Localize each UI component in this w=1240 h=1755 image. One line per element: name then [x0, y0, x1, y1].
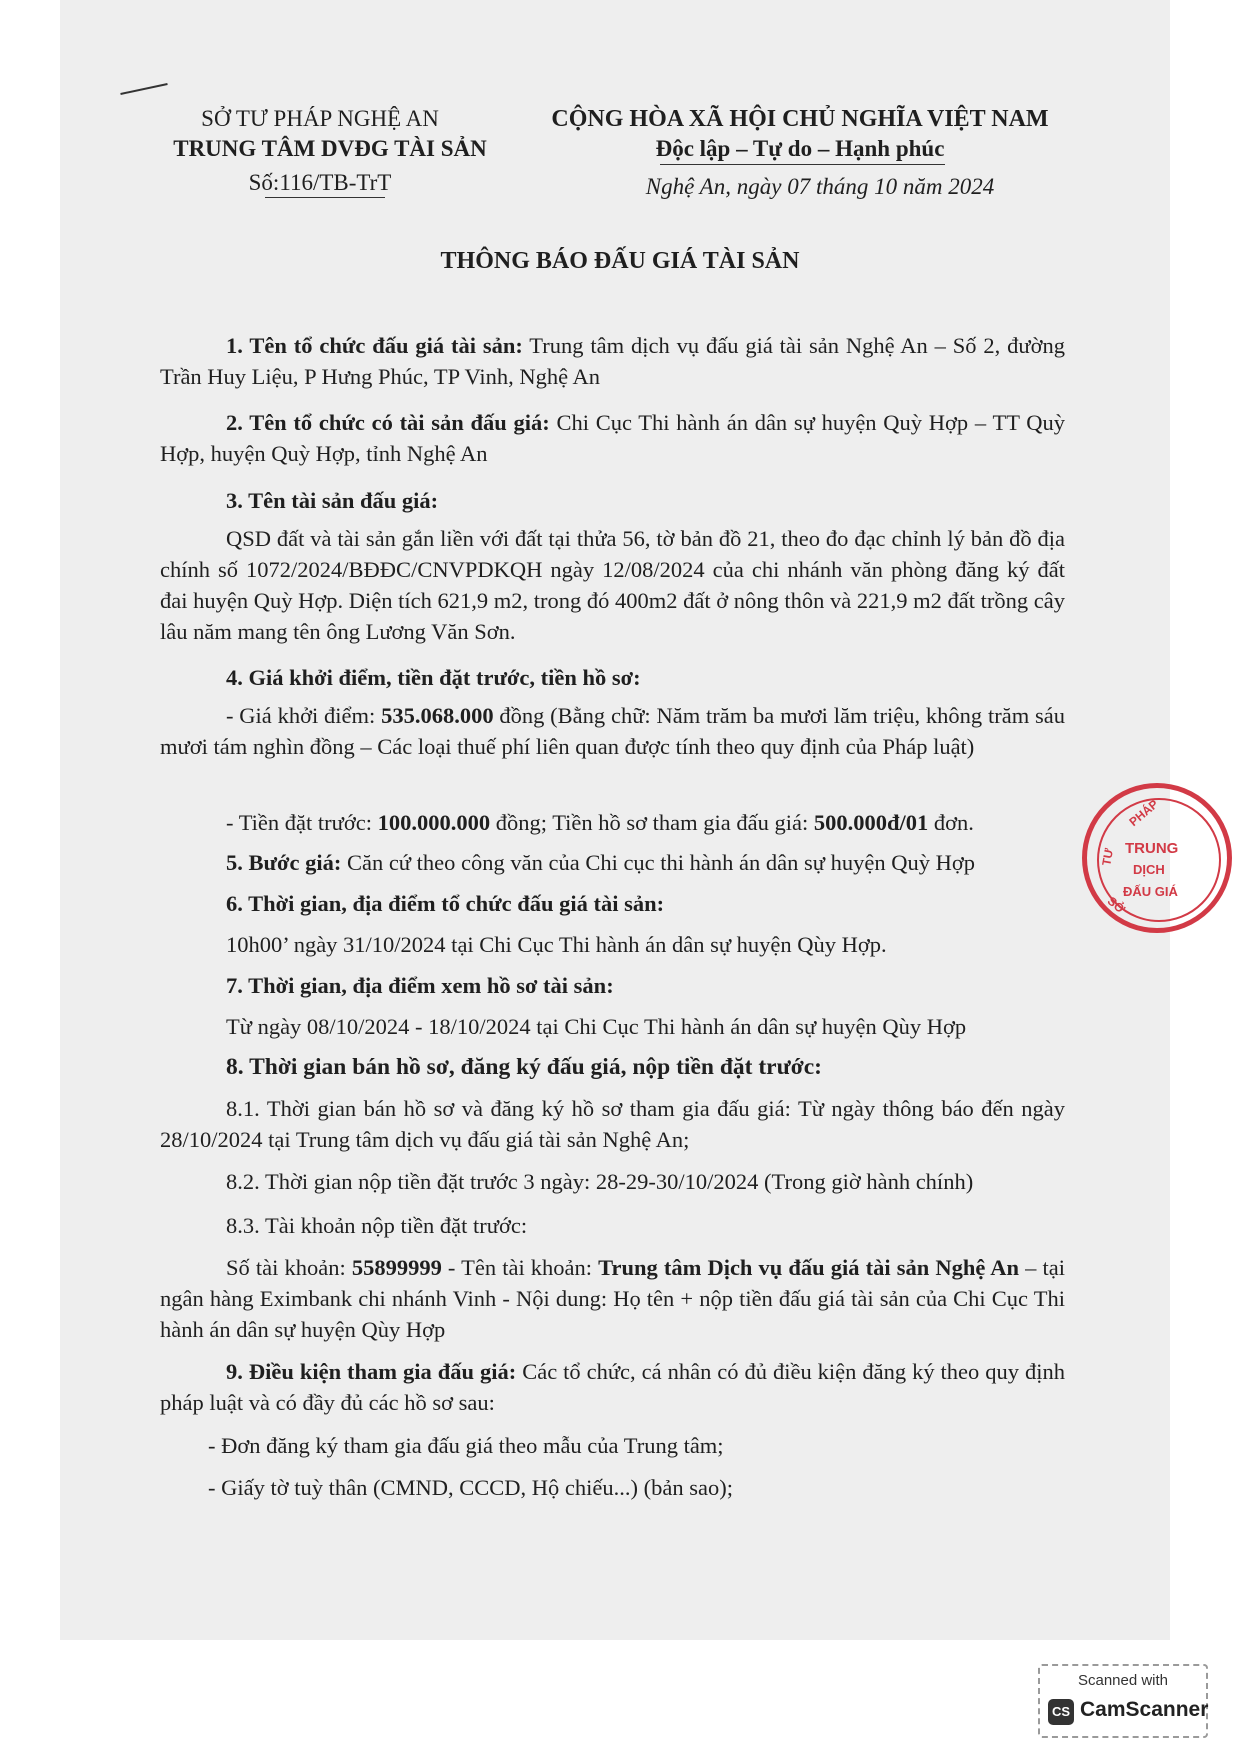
fee-value: 500.000đ/01 [813, 810, 929, 835]
section-1 [160, 330, 1065, 392]
section-7-text: Từ ngày 08/10/2024 - 18/10/2024 tại Chi Cục Thi hành án dân sự huyện Qùy Hợp [226, 1014, 967, 1039]
section-8-3: 8.3. Tài khoản nộp tiền đặt trước: [226, 1213, 528, 1238]
section-4-label: 4. Giá khởi điểm, tiền đặt trước, tiền hồ sơ: [226, 665, 641, 690]
seal-ring-bottom: SỞ [1104, 893, 1128, 917]
bank-account: Số tài khoản: 55899999 - Tên tài khoản: Trung tâm Dịch vụ đấu giá tài sản Nghệ An – tại ngân hàng Eximbank chi nhánh Vinh - Nội dung: Họ tên + nộp tiền đấu giá tài sản của Chi Cục Thi hành án dân sự huyện Qùy Hợp [160, 1255, 1065, 1342]
deposit-line: - Tiền đặt trước: 100.000.000 đồng; Tiền hồ sơ tham gia đấu giá: 500.000đ/01 đơn. [226, 810, 974, 835]
camscanner-logo-icon: CS [1048, 1699, 1074, 1725]
seal-center-3: ĐẤU GIÁ [1123, 884, 1178, 899]
section-8-1: 8.1. Thời gian bán hồ sơ và đăng ký hồ sơ tham gia đấu giá: Từ ngày thông báo đến ngày 28/10/2024 tại Trung tâm dịch vụ đấu giá tài sản Nghệ An; [160, 1096, 1065, 1152]
section-6-text: 10h00’ ngày 31/10/2024 tại Chi Cục Thi hành án dân sự huyện Qùy Hợp. [226, 932, 887, 957]
seal-ring-top: PHÁP [1126, 796, 1161, 830]
starting-price-value: 535.068.000 [381, 703, 494, 728]
section-8-label: 8. Thời gian bán hồ sơ, đăng ký đấu giá, nộp tiền đặt trước: [226, 1054, 822, 1080]
national-motto: Độc lập – Tự do – Hạnh phúc [655, 136, 945, 161]
scanned-with-label: Scanned with [1077, 1672, 1169, 1689]
motto-underline [660, 164, 945, 165]
notice-title: THÔNG BÁO ĐẤU GIÁ TÀI SẢN [440, 248, 800, 274]
header-agency: SỞ TƯ PHÁP NGHỆ AN [201, 106, 439, 131]
section-1-label: 1. Tên tổ chức đấu giá tài sản: [226, 333, 523, 358]
section-1-text: Trung tâm dịch vụ đấu giá tài sản Nghệ An – Số 2, đường Trần Huy Liệu, P Hưng Phúc, TP Vinh, Nghệ An [160, 333, 1065, 389]
account-number: 55899999 [351, 1255, 442, 1280]
issue-date: Nghệ An, ngày 07 tháng 10 năm 2024 [645, 174, 995, 199]
section-3-text: QSD đất và tài sản gắn liền với đất tại thửa 56, tờ bản đồ 21, theo đo đạc chỉnh lý bản đồ địa chính số 1072/2024/BĐĐC/CNVPDKQH ngày 12/08/2024 của chi nhánh văn phòng đăng ký đất đai huyện Quỳ Hợp. Diện tích 621,9 m2, trong đó 400m2 đất ở nông thôn và 221,9 m2 đất trồng cây lâu năm mang tên ông Lương Văn Sơn. [160, 526, 1065, 644]
document-number: Số:116/TB-TrT [248, 170, 392, 195]
account-name: Trung tâm Dịch vụ đấu giá tài sản Nghệ An [598, 1255, 1020, 1280]
section-5: 5. Bước giá: Căn cứ theo công văn của Chi cục thi hành án dân sự huyện Quỳ Hợp [226, 850, 975, 875]
national-title: CỘNG HÒA XÃ HỘI CHỦ NGHĨA VIỆT NAM [551, 106, 1049, 132]
seal-center-2: DỊCH [1133, 862, 1165, 877]
deposit-value: 100.000.000 [377, 810, 491, 835]
requirement-item: - Đơn đăng ký tham gia đấu giá theo mẫu của Trung tâm; [208, 1433, 724, 1458]
section-6-label: 6. Thời gian, địa điểm tổ chức đấu giá tài sản: [226, 891, 665, 916]
requirement-item: - Giấy tờ tuỳ thân (CMND, CCCD, Hộ chiếu...) (bản sao); [208, 1475, 733, 1500]
section-3-label: 3. Tên tài sản đấu giá: [226, 488, 439, 513]
official-seal [1082, 783, 1232, 933]
header-center: TRUNG TÂM DVĐG TÀI SẢN [173, 136, 487, 161]
starting-price: - Giá khởi điểm: 535.068.000 đồng (Bằng chữ: Năm trăm ba mươi lăm triệu, không trăm sáu mươi tám nghìn đồng – Các loại thuế phí liên quan được tính theo quy định của Pháp luật) [160, 703, 1065, 759]
seal-center-1: TRUNG [1125, 840, 1179, 857]
section-2 [160, 407, 1065, 469]
camscanner-brand: CamScanner [1080, 1698, 1209, 1721]
section-2-label: 2. Tên tổ chức có tài sản đấu giá: [226, 410, 550, 435]
seal-ring-left: TƯ [1099, 847, 1117, 867]
section-7-label: 7. Thời gian, địa điểm xem hồ sơ tài sản: [226, 973, 614, 998]
camscanner-badge [1038, 1664, 1208, 1738]
section-2-text: Chi Cục Thi hành án dân sự huyện Quỳ Hợp – TT Quỳ Hợp, huyện Quỳ Hợp, tỉnh Nghệ An [160, 410, 1066, 466]
section-9: 9. Điều kiện tham gia đấu giá: Các tổ chức, cá nhân có đủ điều kiện đăng ký theo quy định pháp luật và có đầy đủ các hồ sơ sau: [160, 1359, 1065, 1415]
section-8-2: 8.2. Thời gian nộp tiền đặt trước 3 ngày: 28-29-30/10/2024 (Trong giờ hành chính) [226, 1169, 974, 1194]
number-underline [265, 197, 385, 198]
